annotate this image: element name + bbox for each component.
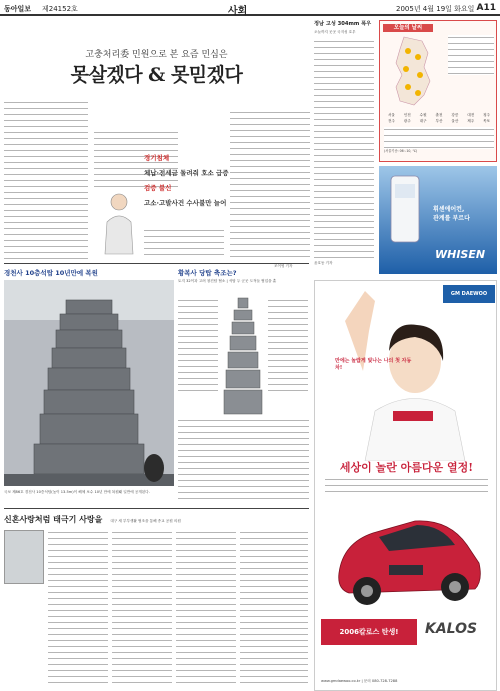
bottom-sub: 대구 새 부부생활 협조을 통해 종교 공원 의원 [110, 519, 181, 523]
city-label: 수원 [419, 113, 427, 117]
keyword-box-2 [144, 183, 234, 207]
issue-date: 2005년 4월 19일 화요일 [396, 5, 475, 13]
bottom-text-col-4 [240, 530, 308, 688]
weather-note: (서울기준: 06∼10, ℃) [384, 149, 418, 153]
side-text-bottom [178, 418, 309, 504]
car-ad-copy [325, 477, 488, 495]
keyword-1-sub: 체납·전세금 돌려줘 호소 급증 [144, 169, 229, 177]
section-divider [4, 263, 309, 264]
city-label: 목포 [483, 119, 491, 123]
side-sub: 토지 32이과 고려 창건탑 협소 | 석탑 두 군곳 도적들 협업을 훈 [178, 279, 277, 283]
bottom-text-col-2 [112, 530, 172, 688]
city-label: 대구 [419, 119, 427, 123]
top-right-headline: 정남 고성 304mm 폭우 [314, 21, 372, 27]
city-label: 울산 [451, 119, 459, 123]
side-text-col-2 [268, 298, 308, 394]
section-title: 사회 [228, 6, 248, 17]
page-header [0, 0, 500, 16]
car-ad-banner: 만에는 놀랍게 빛나는 나의 첫 자동차! [335, 358, 412, 371]
top-right-article [314, 20, 374, 276]
whisen-line-1: 휘센에어컨, [433, 206, 465, 213]
section-divider [4, 508, 309, 509]
bottom-text-col-3 [176, 530, 236, 688]
side-article [178, 268, 309, 506]
bottom-headline: 신혼사랑처럼 태극기 사랑을 [4, 515, 103, 524]
car-ad-footer: www.gmdaewoo.co.kr | 문의 080-728-7288 [321, 679, 398, 683]
city-label: 대전 [467, 113, 475, 117]
article-text-col-2b [144, 228, 224, 260]
weather-map [384, 35, 444, 110]
keyword-2-label: 검증 불신 [144, 184, 172, 192]
side-headline: 황복사 당탑 축조는? [178, 269, 237, 277]
weather-city-values [384, 127, 494, 149]
whisen-line-2: 관계를 부르다 [433, 215, 470, 222]
article-text-col-3 [230, 110, 310, 260]
pagoda-illustration [222, 296, 264, 416]
bottom-text-col-1 [48, 530, 108, 688]
gm-daewoo-logo: GM DAEWOO [443, 285, 495, 303]
page-number: A11 [476, 3, 496, 13]
red-car-image [329, 503, 485, 613]
keyword-2-sub: 고소·고발사건 수사불만 늘어 [144, 199, 227, 207]
article-text-col-1 [4, 100, 88, 260]
weather-box [379, 20, 497, 162]
keyword-box-1 [144, 153, 234, 177]
city-label: 청주 [483, 113, 491, 117]
city-label: 서울 [387, 113, 395, 117]
main-article [4, 20, 309, 268]
woman-photo [335, 291, 485, 461]
bottom-photo [4, 530, 44, 584]
issue-number: 제24152호 [42, 5, 78, 13]
weather-title: 오늘의 날씨 [383, 24, 433, 32]
top-right-sub: 오늘까지 곳곳 국지성 호우 [314, 30, 356, 34]
city-label: 춘천 [435, 113, 443, 117]
city-label: 부산 [435, 119, 443, 123]
newspaper-name: 동아일보 [4, 4, 32, 13]
kalos-logo: KALOS [425, 621, 478, 637]
side-text-col-1 [178, 298, 218, 394]
weather-forecast-text [448, 35, 494, 75]
air-conditioner-icon [385, 174, 425, 244]
whisen-brand: WHISEN [435, 248, 486, 261]
city-label: 인천 [403, 113, 411, 117]
weather-city-grid [384, 113, 494, 159]
top-right-byline: 윤호동 기자 [314, 261, 333, 265]
whisen-ad [379, 166, 497, 274]
car-ad-tagline: 2006칼로스 탄생! [321, 619, 417, 645]
city-label: 제주 [467, 119, 475, 123]
keyword-1-label: 경기침체 [144, 154, 170, 162]
tower-headline: 경천사 10층석탑 10년만에 복원 [4, 269, 98, 277]
article-headline: 못살겠다 & 못믿겠다 [70, 64, 243, 86]
article-kicker: 고충처리委 민원으로 본 요즘 민심은 [85, 50, 228, 60]
tower-photo [4, 280, 174, 486]
city-label: 광주 [403, 119, 411, 123]
city-label: 강릉 [451, 113, 459, 117]
city-label: 전주 [387, 119, 395, 123]
car-ad [314, 280, 497, 691]
article-byline: 조이영 기자 [274, 264, 293, 268]
top-right-text [314, 39, 374, 261]
car-ad-headline: 세상이 놀란 아름다운 열정! [339, 461, 474, 474]
person-illustration [99, 190, 139, 255]
tower-caption: 국보 제86호 경천사 10층석탑(높이 13.5m)이 해체 보수 10년 만에 복원돼 일반에 공개된다. [4, 490, 150, 494]
bottom-article [4, 514, 309, 688]
